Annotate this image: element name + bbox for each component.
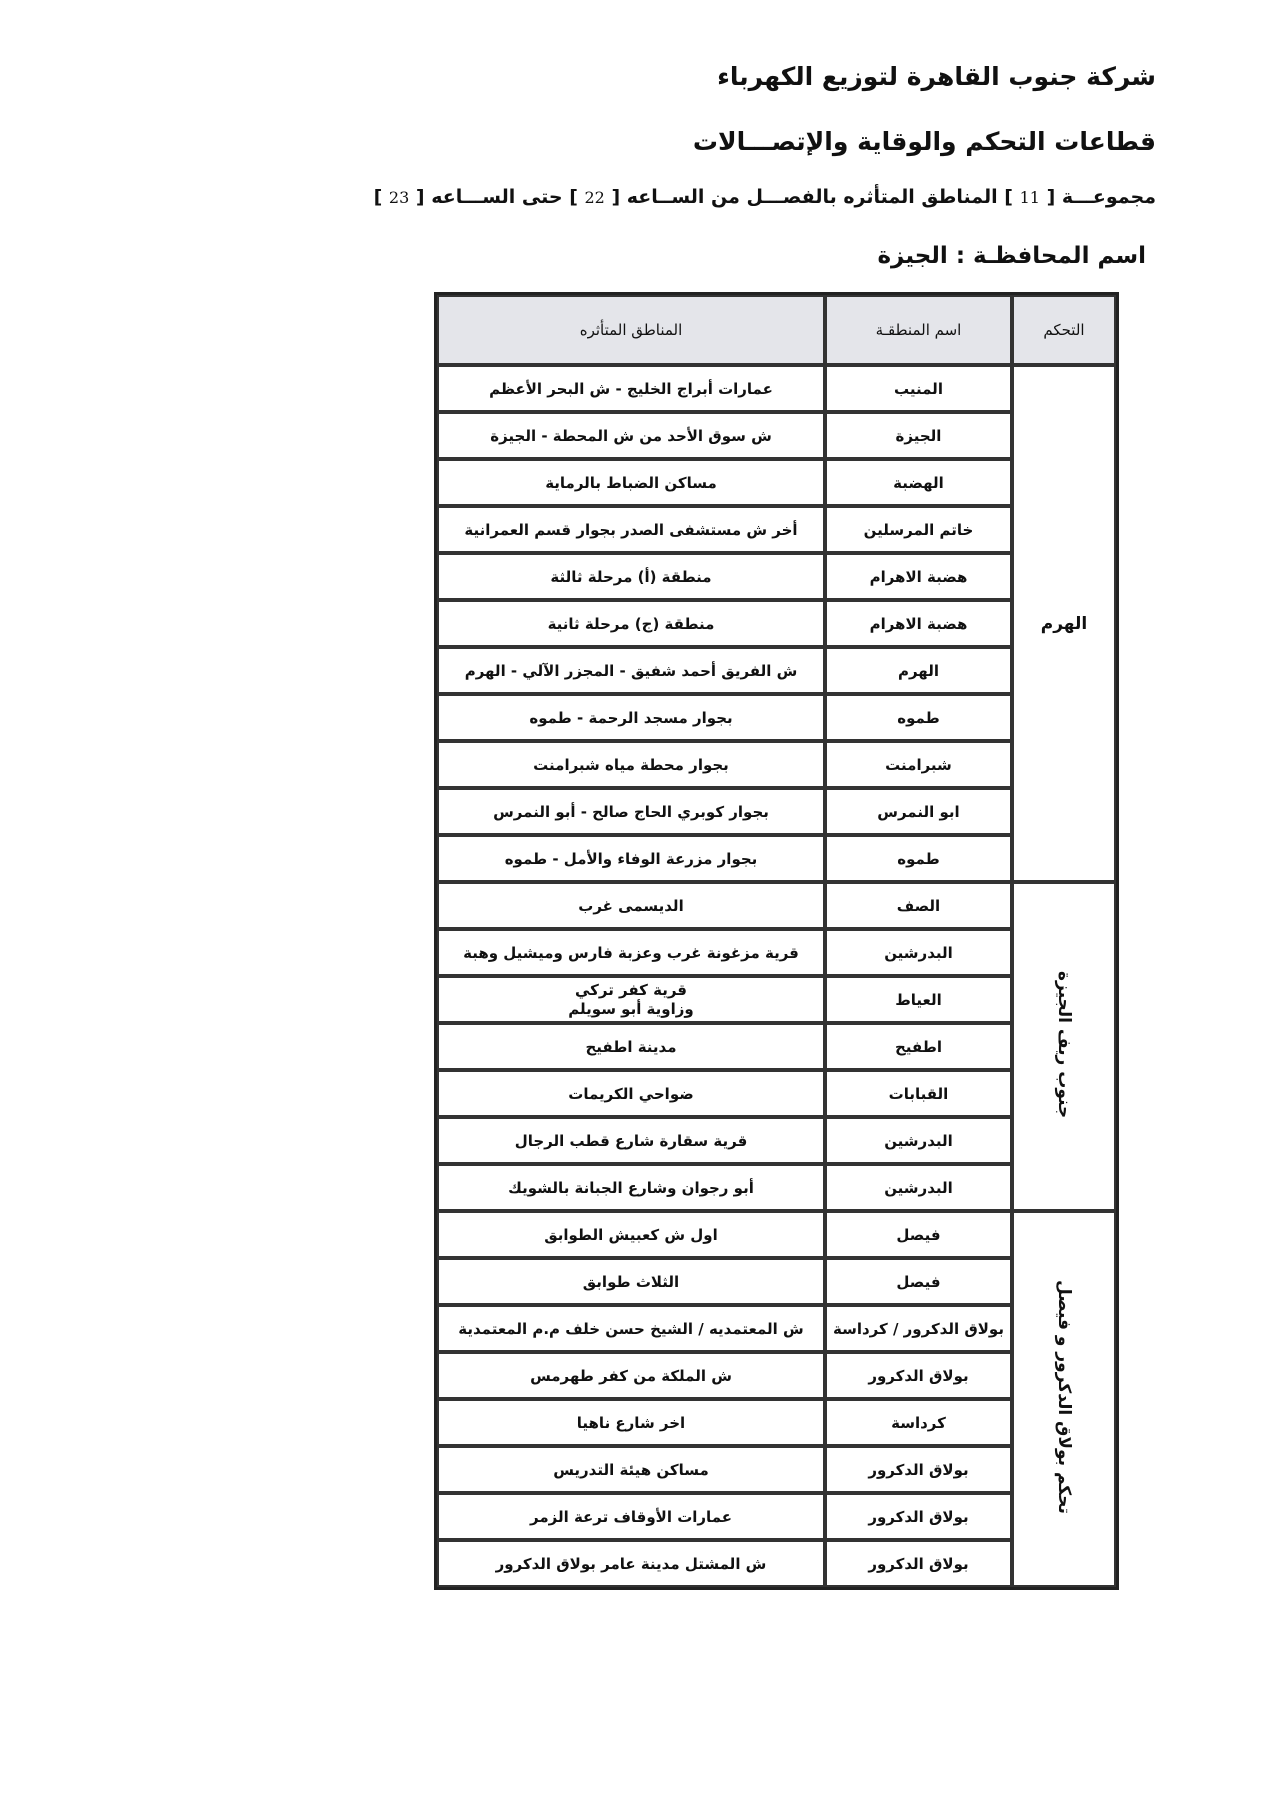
affected-cell: ش سوق الأحد من ش المحطة - الجيزة: [437, 412, 825, 459]
sector-title: قطاعات التحكم والوقاية والإتصـــالات: [692, 127, 1156, 156]
affected-cell: ضواحي الكريمات: [437, 1070, 825, 1117]
affected-cell: مساكن هيئة التدريس: [437, 1446, 825, 1493]
group-line: [374, 186, 1156, 208]
area-cell: البدرشين: [825, 929, 1012, 976]
from-hour: 22: [584, 188, 605, 207]
area-cell: هضبة الاهرام: [825, 600, 1012, 647]
area-cell: شبرامنت: [825, 741, 1012, 788]
affected-cell: الثلاث طوابق: [437, 1258, 825, 1305]
area-cell: طموه: [825, 835, 1012, 882]
affected-cell: ش المشتل مدينة عامر بولاق الدكرور: [437, 1540, 825, 1587]
control-cell: [1012, 882, 1116, 1211]
area-cell: بولاق الدكرور / كرداسة: [825, 1305, 1012, 1352]
affected-cell: قرية سقارة شارع قطب الرجال: [437, 1117, 825, 1164]
affected-cell: مساكن الضباط بالرماية: [437, 459, 825, 506]
table-header-row: [437, 295, 1116, 365]
control-label: جنوب ريف الجيزة: [1053, 970, 1074, 1119]
area-cell: ابو النمرس: [825, 788, 1012, 835]
to-hour: 23: [388, 188, 410, 207]
header-area: اسم المنطقـة: [825, 295, 1012, 365]
area-cell: المنيب: [825, 365, 1012, 412]
affected-cell: منطقة (ج) مرحلة ثانية: [437, 600, 825, 647]
area-cell: طموه: [825, 694, 1012, 741]
affected-cell: عمارات الأوقاف ترعة الزمر: [437, 1493, 825, 1540]
area-cell: فيصل: [825, 1258, 1012, 1305]
affected-cell: بجوار محطة مياه شبرامنت: [437, 741, 825, 788]
area-cell: خاتم المرسلين: [825, 506, 1012, 553]
group-to: ] حتى الســـاعه [: [415, 186, 578, 208]
area-cell: القبابات: [825, 1070, 1012, 1117]
control-cell: [1012, 1211, 1116, 1587]
header-affected: المناطق المتأثره: [437, 295, 825, 365]
affected-cell: عمارات أبراج الخليج - ش البحر الأعظم: [437, 365, 825, 412]
affected-cell: [437, 976, 825, 1023]
company-name: شركة جنوب القاهرة لتوزيع الكهرباء: [717, 62, 1156, 91]
affected-line-2: وزاوية أبو سويلم: [568, 999, 694, 1018]
control-cell: [1012, 365, 1116, 882]
area-cell: فيصل: [825, 1211, 1012, 1258]
area-cell: الجيزة: [825, 412, 1012, 459]
area-cell: الهضبة: [825, 459, 1012, 506]
area-cell: بولاق الدكرور: [825, 1540, 1012, 1587]
affected-cell: أخر ش مستشفى الصدر بجوار قسم العمرانية: [437, 506, 825, 553]
affected-cell: منطقة (أ) مرحلة ثالثة: [437, 553, 825, 600]
affected-cell: بجوار مسجد الرحمة - طموه: [437, 694, 825, 741]
header-control: التحكم: [1012, 295, 1116, 365]
affected-cell: بجوار مزرعة الوفاء والأمل - طموه: [437, 835, 825, 882]
affected-line-1: قرية كفر تركي: [574, 980, 688, 999]
area-cell: العياط: [825, 976, 1012, 1023]
group-suffix: ]: [373, 186, 383, 208]
area-cell: الصف: [825, 882, 1012, 929]
area-cell: بولاق الدكرور: [825, 1493, 1012, 1540]
table-row: [437, 1211, 1116, 1258]
affected-cell: اول ش كعبيش الطوابق: [437, 1211, 825, 1258]
affected-cell: الديسمى غرب: [437, 882, 825, 929]
area-cell: الهرم: [825, 647, 1012, 694]
affected-cell: بجوار كوبري الحاج صالح - أبو النمرس: [437, 788, 825, 835]
governorate-label: اسم المحافظـة : الجيزة: [877, 243, 1146, 269]
affected-cell: اخر شارع ناهيا: [437, 1399, 825, 1446]
area-cell: بولاق الدكرور: [825, 1352, 1012, 1399]
area-cell: البدرشين: [825, 1117, 1012, 1164]
group-number: 11: [1019, 188, 1040, 207]
affected-cell: ش الفريق أحمد شفيق - المجزر الآلي - الهرم: [437, 647, 825, 694]
table-row: [437, 365, 1116, 412]
area-cell: كرداسة: [825, 1399, 1012, 1446]
area-cell: هضبة الاهرام: [825, 553, 1012, 600]
table-row: [437, 882, 1116, 929]
group-prefix: مجموعـــة [: [1046, 186, 1156, 208]
control-label: تحكم بولاق الدكرور و فيصل: [1053, 1280, 1074, 1514]
group-middle: ] المناطق المتأثره بالفصـــل من الســاعه [: [611, 186, 1013, 208]
area-cell: اطفيح: [825, 1023, 1012, 1070]
affected-cell: ش الملكة من كفر طهرمس: [437, 1352, 825, 1399]
affected-cell: مدينة اطفيح: [437, 1023, 825, 1070]
affected-cell: أبو رجوان وشارع الجبانة بالشويك: [437, 1164, 825, 1211]
affected-cell: ش المعتمديه / الشيخ حسن خلف م.م المعتمدية: [437, 1305, 825, 1352]
affected-areas-table: [434, 292, 1119, 1590]
area-cell: بولاق الدكرور: [825, 1446, 1012, 1493]
affected-cell: قرية مزغونة غرب وعزبة فارس وميشيل وهبة: [437, 929, 825, 976]
area-cell: البدرشين: [825, 1164, 1012, 1211]
control-label: الهرم: [1040, 613, 1088, 634]
